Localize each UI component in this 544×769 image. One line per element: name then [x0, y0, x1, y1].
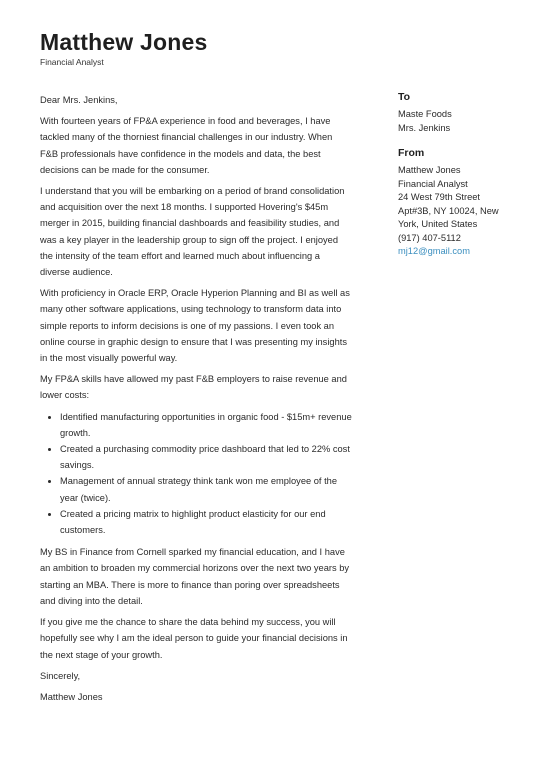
paragraph-closing: If you give me the chance to share the data behind my success, you will hopefully see why I am the ideal person to guide your financial decisions in the next stage of your growth.: [40, 617, 348, 660]
paragraph-intro: With fourteen years of FP&A experience in food and beverages, I have tackled many of the thorniest financial challenges in our industry. When F&B professionals have confidence in the models and data, the best decisions can be made for the consumer.: [40, 116, 333, 175]
sender-email-link[interactable]: mj12@gmail.com: [398, 246, 470, 256]
sidebar: [398, 90, 518, 270]
to-heading: To: [398, 91, 411, 103]
recipient-name: Mrs. Jenkins: [398, 122, 451, 133]
salutation: Dear Mrs. Jenkins,: [40, 95, 118, 105]
list-item: • Identified manufacturing opportunities in organic food - $15m+ revenue growth.: [60, 409, 352, 441]
letter-body: [40, 92, 352, 710]
sender-address: Apt#3B, NY 10024, New York, United States: [398, 205, 499, 229]
signature: Matthew Jones: [40, 691, 103, 702]
list-item: • Created a purchasing commodity price dashboard that led to 22% cost savings.: [60, 441, 352, 473]
paragraph-education: My BS in Finance from Cornell sparked my financial education, and I have an ambition to broaden my commercial horizons over the next two years by starting an MBA. There is more to finance than poring over spreadsheets and diving into the detail.: [40, 547, 350, 606]
from-heading: From: [398, 147, 425, 159]
list-item: • Management of annual strategy think tank won me employee of the year (twice).: [60, 473, 352, 505]
from-block: [398, 146, 518, 259]
achievements-list: [40, 409, 352, 539]
resume-header: [40, 28, 207, 67]
paragraph-consolidation: I understand that you will be embarking on a period of brand consolidation and acquisition over the next 18 months. I supported Hovering's $45m merger in 2015, building financial dashboards and feasibility studies, and was a key player in the leadership group to sign off the project. I enjoyed the intensity of the team effort and learned much about influencing a diverse audience.: [40, 186, 345, 278]
recipient-company: Maste Foods: [398, 109, 452, 119]
sender-phone: (917) 407-5112: [398, 232, 461, 243]
paragraph-technology: With proficiency in Oracle ERP, Oracle Hyperion Planning and BI as well as many other software applications, using technology to transform data into simple reports to inform decisions is one of my passions. I even took an online course in graphic design to ensure that I was presenting my insights in the most visually powerful way.: [40, 288, 350, 364]
sender-name: Matthew Jones: [398, 165, 461, 175]
sender-title: Financial Analyst: [398, 178, 468, 189]
to-block: [398, 90, 518, 135]
author-title: Financial Analyst: [40, 57, 104, 67]
list-item: • Created a pricing matrix to highlight product elasticity for our end customers.: [60, 506, 352, 538]
sender-street: 24 West 79th Street: [398, 192, 480, 202]
signoff: Sincerely,: [40, 670, 81, 681]
author-name: Matthew Jones: [40, 29, 208, 55]
paragraph-skills: My FP&A skills have allowed my past F&B employers to raise revenue and lower costs:: [40, 374, 347, 401]
